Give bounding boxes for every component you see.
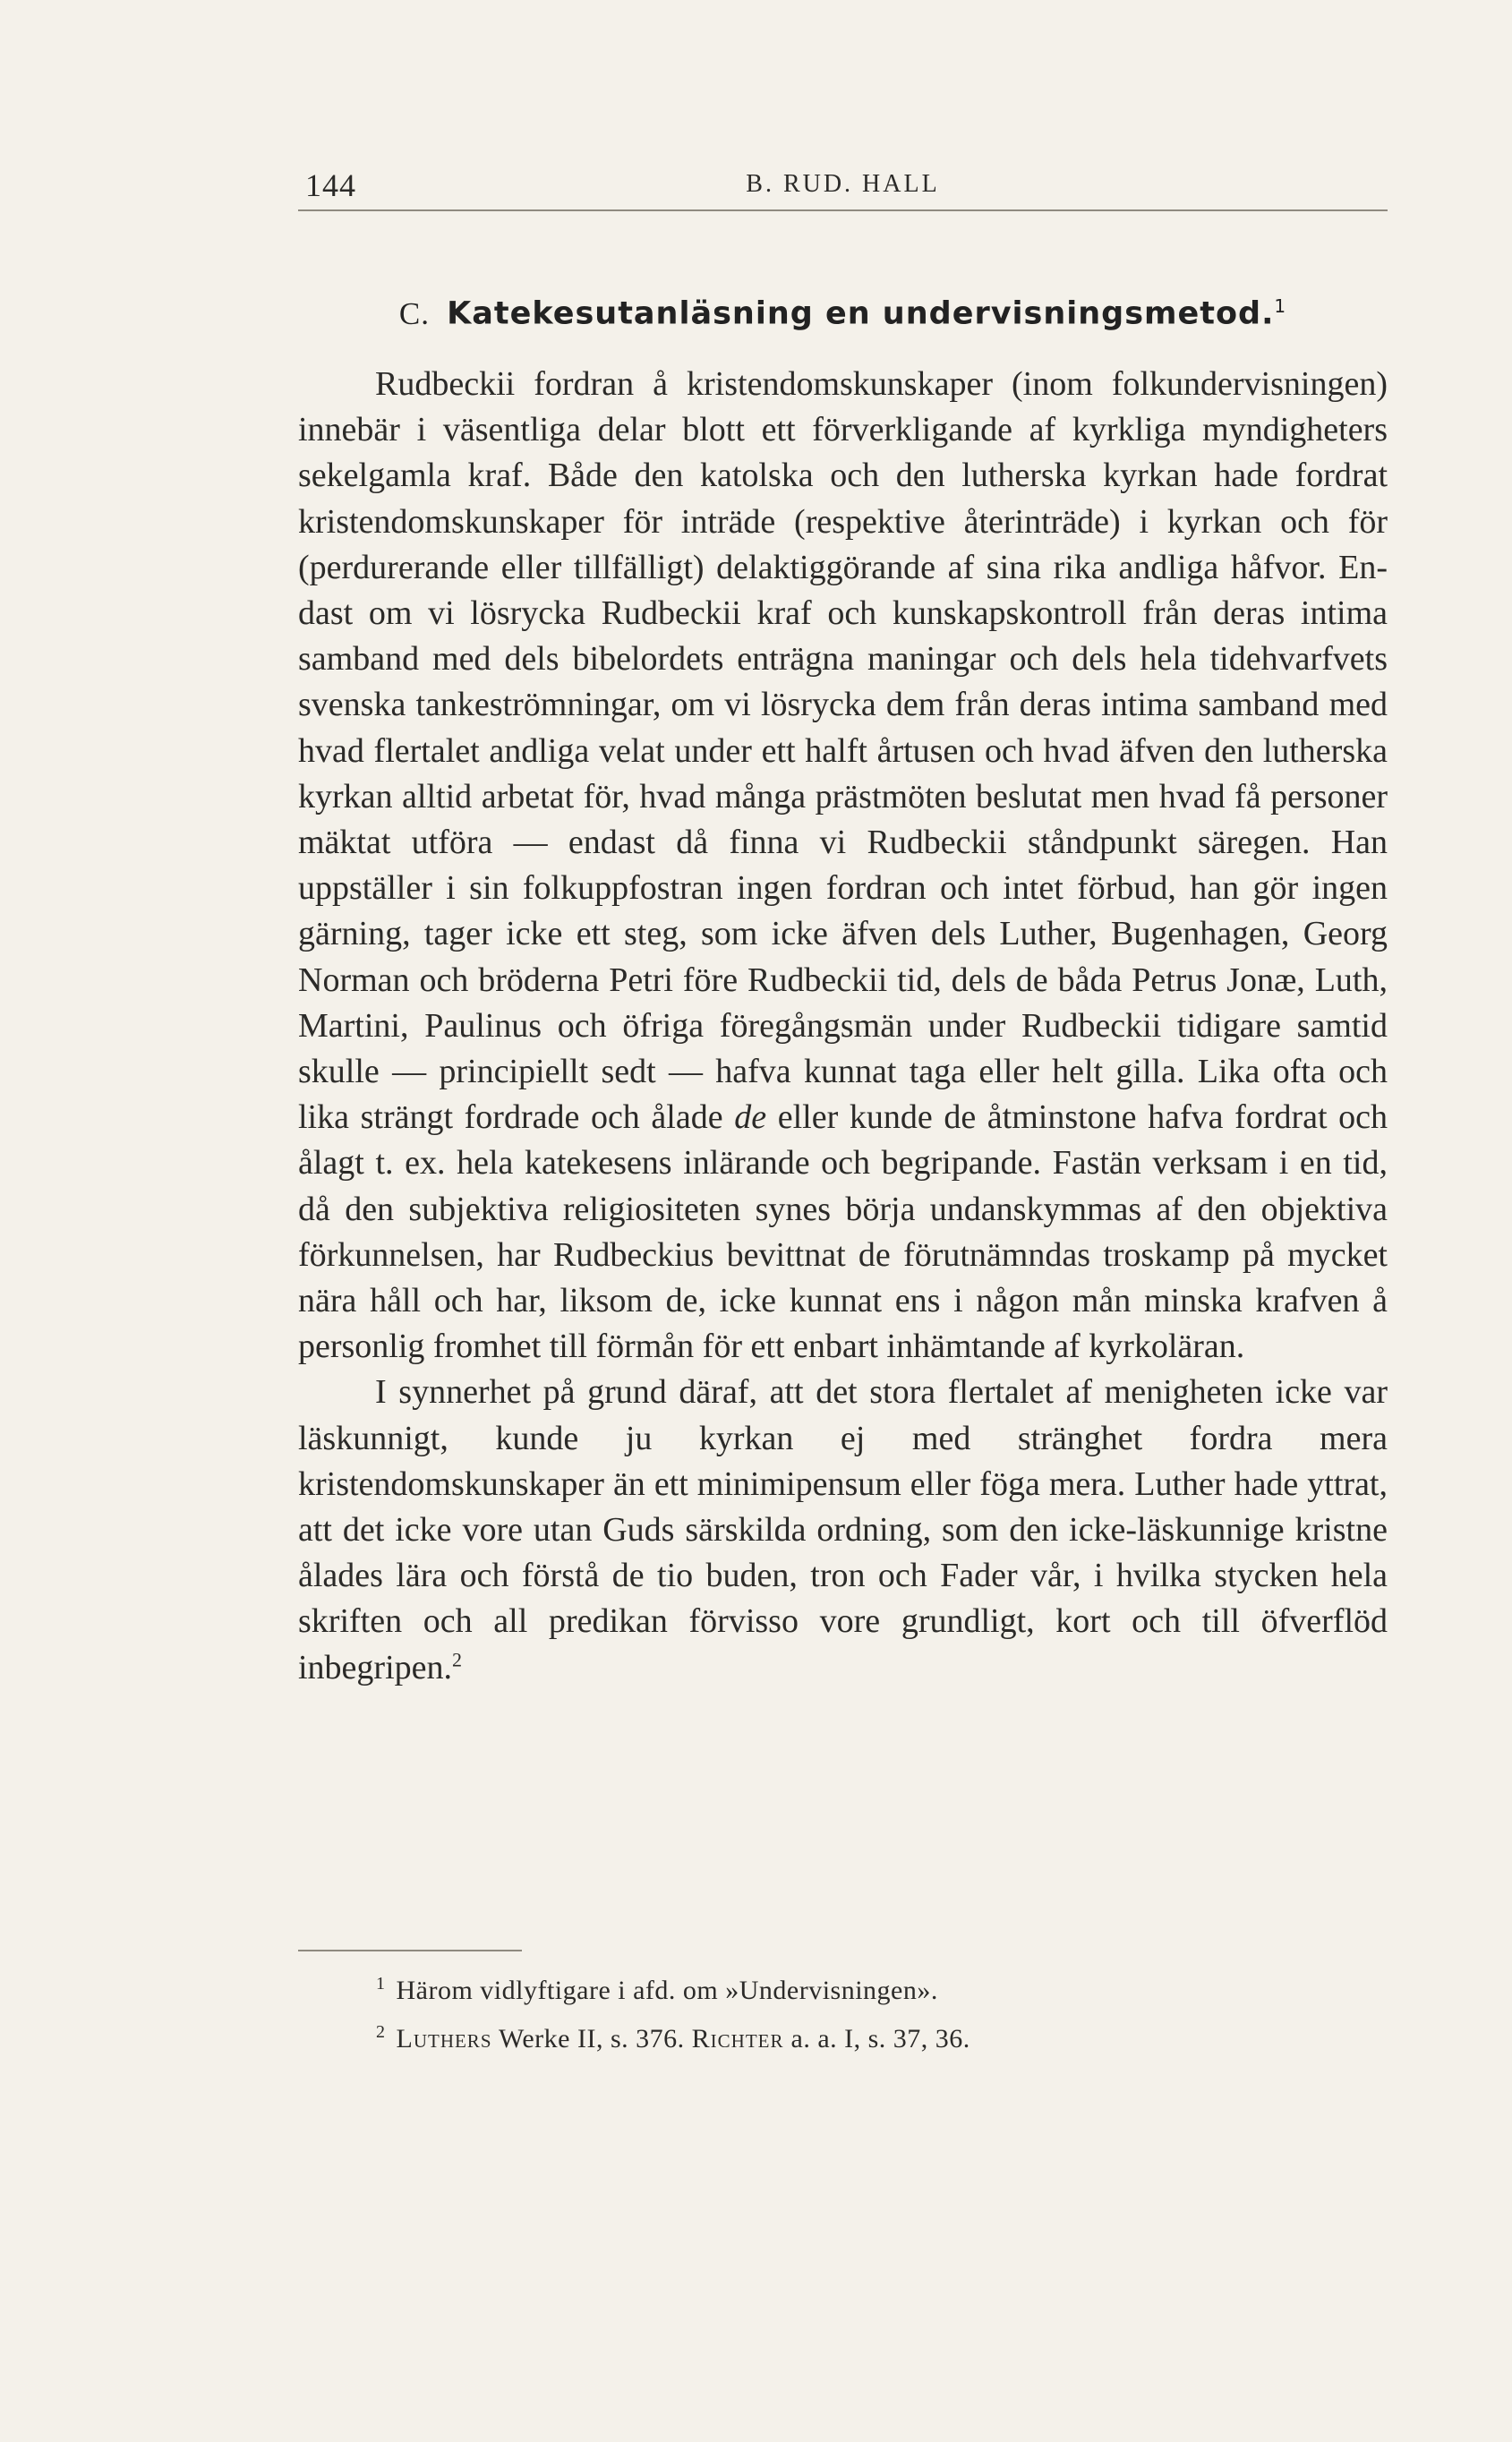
section-heading [298,295,1388,332]
paragraph-1-text: Rudbeckii fordran å kristendomskunskaper (inom folkundervisningen) innebär i väsentliga delar blott ett förverkligande af kyrkliga myndigheters sekelgamla kraf. Både den katolska och den lutherska kyrkan hade fordrat kristendomskunskaper för inträde (respektive återinträde) i kyrkan och för (perdurerande eller tillfälligt) delaktiggörande af sina rika andliga håfvor. Endast om vi lösrycka Rudbeckii kraf och kunskapskontroll från deras intima samband med dels bibelordets enträgna maningar och dels hela tidehvarfvets svenska tankeströmningar, om vi lösrycka dem från deras intima samband med hvad flertalet andliga velat under ett halft årtusen och hvad äfven den lutherska kyrkan alltid arbetat för, hvad många prästmöten beslutat men hvad få personer mäktat utföra — endast då finna vi Rudbeckii ståndpunkt säregen. Han uppställer i sin folkuppfostran ingen fordran och intet förbud, han gör ingen gärning, tager icke ett steg, som icke äfven dels Luther, Bugenhagen, Georg Norman och bröderna Petri före Rudbeckii tid, dels de båda Petrus Jonæ, Luth, Martini, Paulinus och öfriga föregångsmän under Rudbeckii tidigare samtid skulle — principiellt sedt — hafva kunnat taga eller helt gilla. Lika ofta och lika strängt fordrade och ålade [298,365,1388,1137]
footnote-text: Werke II, s. 376. [491,2024,692,2054]
running-title: B. RUD. HALL [746,170,940,198]
footnote-ref-1[interactable]: 1 [1274,295,1287,317]
body-text [298,362,1388,1691]
footnote-text: Härom vidlyftigare i afd. om »Undervisningen». [396,1976,938,2005]
footnote-1 [376,1963,1388,2011]
footnote-marker: 1 [376,1974,386,1994]
section-title: Katekesutanläsning en undervisningsmetod. [447,295,1275,332]
footnote-ref-2[interactable]: 2 [452,1648,463,1671]
footnote-text: a. a. I, s. 37, 36. [783,2024,970,2054]
footnote-marker: 2 [376,2022,386,2042]
footnote-2 [376,2011,1388,2060]
paragraph-2 [298,1370,1388,1690]
emphasis-de: de [734,1098,767,1137]
page-number: 144 [305,167,356,203]
paragraph-1-text-cont: eller kunde de åtminstone hafva fordrat och ålagt t. ex. hela katekesens inlärande och begripande. Fastän verksam i en tid, då den subjektiva religiositeten synes börja undanskymmas af den objektiva förkunnelsen, har Rudbeckius bevittnat de förutnämndas troskamp på mycket nära håll och har, liksom de, icke kunnat ens i någon mån minska krafven å personlig fromhet till förmån för ett enbart inhämtande af kyrkoläran. [298,1098,1388,1366]
running-head [298,159,1388,211]
paragraph-2-text: I synnerhet på grund däraf, att det stora flertalet af menigheten icke var läskunnigt, kunde ju kyrkan ej med stränghet fordra mera kristendomskunskaper än ett minimipensum eller föga mera. Luther hade yttrat, att det icke vore utan Guds särskilda ordning, som den icke-läskunnige kristne ålades lära och förstå de tio buden, tron och Fader vår, i hvilka stycken hela skriften och all predikan förvisso vore grundligt, kort och till öfverflöd inbegripen. [298,1373,1388,1686]
footnote-author: Richter [691,2024,784,2054]
paragraph-1 [298,362,1388,1370]
footnote-divider [298,1950,522,1951]
section-letter: C. [398,295,430,331]
footnote-author: Luthers [396,2024,492,2054]
footnotes [376,1963,1388,2060]
